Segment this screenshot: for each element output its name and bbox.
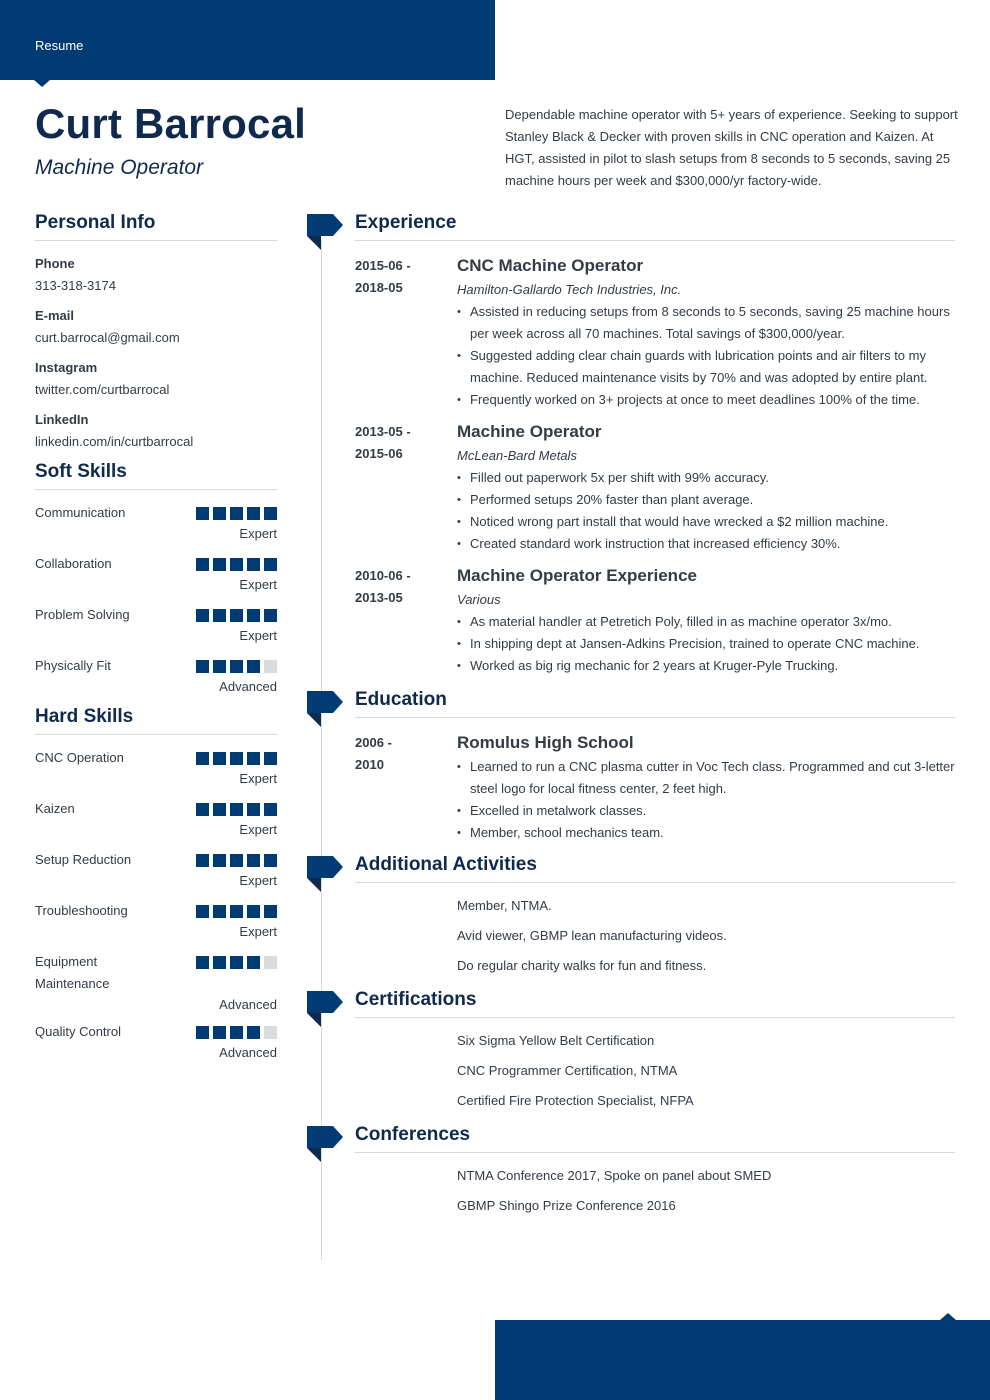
email-value: curt.barrocal@gmail.com [35,330,180,345]
skill-name: Kaizen [35,801,75,816]
rating-square-icon [230,507,243,520]
bullet-item: • Noticed wrong part install that would have wrecked a $2 million machine. [457,511,955,533]
info-label: LinkedIn [35,412,89,427]
phone-value: 313-318-3174 [35,278,116,293]
activities-section [355,854,955,981]
skill-rating [196,752,277,765]
section-title: Additional Activities [355,854,955,883]
candidate-name: Curt Barrocal [35,100,307,147]
experience-list [355,255,955,677]
timeline-line [321,240,322,1260]
rating-square-icon [213,660,226,673]
skill-item [35,798,277,843]
section-title: Conferences [355,1124,955,1153]
info-item-instagram [35,357,277,401]
rating-square-icon [196,1026,209,1039]
rating-square-icon [247,905,260,918]
right-column [355,212,955,1229]
hard-skills-section [35,706,277,1066]
rating-square-icon [196,956,209,969]
skill-rating [196,507,277,520]
rating-square-icon [247,854,260,867]
section-title: Soft Skills [35,461,277,490]
banner-tail-decoration [940,1313,956,1320]
certification-item: Certified Fire Protection Specialist, NFPA [457,1093,694,1108]
rating-square-icon [196,609,209,622]
date-end: 2015-06 [355,446,403,461]
rating-square-icon [264,660,277,673]
entry-title: Romulus High School [457,733,634,752]
rating-square-icon [230,558,243,571]
rating-square-icon [213,803,226,816]
entry-date [355,255,457,411]
skill-name: Physically Fit [35,658,111,673]
section-title: Hard Skills [35,706,277,735]
rating-square-icon [230,803,243,816]
soft-skills-list [35,502,277,700]
bullet-item: • Worked as big rig mechanic for 2 years at Kruger-Pyle Trucking. [457,655,955,677]
skill-level: Advanced [219,679,277,694]
bullet-item: • Filled out paperwork 5x per shift with 99% accuracy. [457,467,955,489]
skill-rating [196,854,277,867]
rating-square-icon [213,558,226,571]
skill-rating [196,609,277,622]
section-flag-icon [307,691,343,735]
skill-item [35,604,277,649]
skill-item [35,900,277,945]
rating-square-icon [264,507,277,520]
soft-skills-section [35,461,277,700]
rating-square-icon [230,956,243,969]
section-title: Experience [355,212,955,241]
personal-info-section [35,212,277,453]
certification-item: CNC Programmer Certification, NTMA [457,1063,678,1078]
bullet-list [457,467,955,555]
rating-square-icon [230,905,243,918]
timeline-entry [355,565,955,677]
bullet-list [457,301,955,411]
rating-square-icon [264,803,277,816]
entry-body [457,732,955,844]
rating-square-icon [213,507,226,520]
entry-date [355,565,457,677]
skill-name: Communication [35,505,126,520]
skill-name: Troubleshooting [35,903,128,918]
skill-level: Expert [239,822,277,837]
job-title: Machine Operator [35,156,204,179]
conferences-list [355,1161,955,1221]
bullet-item: • Suggested adding clear chain guards with lubrication points and air filters to my machine. Reduced maintenance visits by 70% and was adopted by entire plant. [457,345,955,389]
entry-company: Various [457,592,501,607]
rating-square-icon [213,854,226,867]
rating-square-icon [213,956,226,969]
experience-section [355,212,955,677]
rating-square-icon [196,803,209,816]
skill-name: Collaboration [35,556,112,571]
rating-square-icon [247,507,260,520]
skill-rating [196,660,277,673]
rating-square-icon [213,905,226,918]
timeline-entry [355,732,955,844]
date-start: 2013-05 - [355,424,411,439]
banner-label: Resume [35,38,84,53]
rating-square-icon [264,854,277,867]
skill-item [35,849,277,894]
skill-rating [196,803,277,816]
rating-square-icon [247,609,260,622]
section-flag-icon [307,856,343,900]
certifications-section [355,989,955,1116]
rating-square-icon [264,905,277,918]
entry-company: McLean-Bard Metals [457,448,577,463]
skill-item [35,951,277,1015]
rating-square-icon [230,660,243,673]
left-column [35,212,277,1072]
rating-square-icon [230,1026,243,1039]
rating-square-icon [264,752,277,765]
education-section [355,689,955,844]
date-end: 2013-05 [355,590,403,605]
section-flag-icon [307,991,343,1035]
rating-square-icon [230,609,243,622]
certifications-list [355,1026,955,1116]
skill-rating [196,558,277,571]
rating-square-icon [247,660,260,673]
rating-square-icon [196,660,209,673]
linkedin-value: linkedin.com/in/curtbarrocal [35,434,194,449]
activity-item: Do regular charity walks for fun and fitness. [457,958,707,973]
entry-date [355,421,457,555]
entry-title: Machine Operator [457,422,602,441]
info-item-email [35,305,277,349]
activities-list [355,891,955,981]
info-label: Phone [35,256,75,271]
bullet-item: • Created standard work instruction that increased efficiency 30%. [457,533,955,555]
entry-company: Hamilton-Gallardo Tech Industries, Inc. [457,282,682,297]
rating-square-icon [247,956,260,969]
skill-name: Setup Reduction [35,852,132,867]
activity-item: Avid viewer, GBMP lean manufacturing videos. [457,928,727,943]
rating-square-icon [196,905,209,918]
bullet-item: • Excelled in metalwork classes. [457,800,955,822]
skill-item [35,1021,277,1066]
skill-rating [196,956,277,969]
skill-level: Advanced [219,1045,277,1060]
conference-item: NTMA Conference 2017, Spoke on panel about SMED [457,1168,772,1183]
conferences-section [355,1124,955,1221]
bullet-item: • Assisted in reducing setups from 8 seconds to 5 seconds, saving 25 machine hours per week across all 70 machines. Total savings of $300,000/year. [457,301,955,345]
education-list [355,732,955,844]
top-banner [0,0,495,80]
section-title: Education [355,689,955,718]
bullet-item: • Performed setups 20% faster than plant average. [457,489,955,511]
activity-item: Member, NTMA. [457,898,552,913]
date-end: 2018-05 [355,280,403,295]
rating-square-icon [264,1026,277,1039]
timeline-entry [355,421,955,555]
timeline-entry [355,255,955,411]
skill-item [35,553,277,598]
bullet-item: • Learned to run a CNC plasma cutter in Voc Tech class. Programmed and cut 3-letter steel logo for local fitness center, 2 feet high. [457,756,955,800]
entry-title: CNC Machine Operator [457,256,644,275]
skill-level: Expert [239,924,277,939]
skill-name: CNC Operation [35,750,124,765]
skill-name: Equipment Maintenance [35,954,110,991]
rating-square-icon [196,507,209,520]
skill-level: Expert [239,771,277,786]
rating-square-icon [264,609,277,622]
info-label: Instagram [35,360,98,375]
entry-body [457,255,955,411]
rating-square-icon [247,1026,260,1039]
info-label: E-mail [35,308,75,323]
rating-square-icon [196,558,209,571]
bullet-list [457,756,955,844]
conference-item: GBMP Shingo Prize Conference 2016 [457,1198,676,1213]
bottom-banner [495,1320,990,1400]
bullet-item: • As material handler at Petretich Poly, filled in as machine operator 3x/mo. [457,611,955,633]
banner-tail-decoration [34,80,50,87]
rating-square-icon [264,558,277,571]
skill-item [35,655,277,700]
entry-body [457,421,955,555]
section-flag-icon [307,214,343,258]
info-item-phone [35,253,277,297]
instagram-value: twitter.com/curtbarrocal [35,382,170,397]
bullet-item: • Frequently worked on 3+ projects at once to meet deadlines 100% of the time. [457,389,955,411]
bullet-item: • Member, school mechanics team. [457,822,955,844]
hard-skills-list [35,747,277,1066]
skill-item [35,502,277,547]
rating-square-icon [230,752,243,765]
rating-square-icon [196,854,209,867]
rating-square-icon [247,803,260,816]
section-title: Certifications [355,989,955,1018]
rating-square-icon [247,752,260,765]
rating-square-icon [247,558,260,571]
rating-square-icon [230,854,243,867]
rating-square-icon [213,752,226,765]
skill-level: Advanced [219,997,277,1012]
skill-rating [196,905,277,918]
skill-name: Problem Solving [35,607,130,622]
rating-square-icon [213,609,226,622]
profile-summary: Dependable machine operator with 5+ years of experience. Seeking to support Stanley Black & Decker with proven skills in CNC operation and Kaizen. At HGT, assisted in pilot to slash setups from 8 seconds to 5 seconds, saving 25 machine hours per week and $300,000/yr factory-wide. [505,107,958,188]
rating-square-icon [264,956,277,969]
skill-level: Expert [239,577,277,592]
skill-level: Expert [239,873,277,888]
bullet-list [457,611,955,677]
certification-item: Six Sigma Yellow Belt Certification [457,1033,655,1048]
date-start: 2015-06 - [355,258,411,273]
skill-name: Quality Control [35,1024,121,1039]
date-start: 2010-06 - [355,568,411,583]
bullet-item: • In shipping dept at Jansen-Adkins Precision, trained to operate CNC machine. [457,633,955,655]
rating-square-icon [196,752,209,765]
skill-level: Expert [239,628,277,643]
entry-title: Machine Operator Experience [457,566,697,585]
section-flag-icon [307,1126,343,1170]
date-end: 2010 [355,757,384,772]
skill-item [35,747,277,792]
rating-square-icon [213,1026,226,1039]
section-title: Personal Info [35,212,277,241]
info-item-linkedin [35,409,277,453]
entry-date [355,732,457,844]
skill-level: Expert [239,526,277,541]
date-start: 2006 - [355,735,392,750]
skill-rating [196,1026,277,1039]
entry-body [457,565,955,677]
